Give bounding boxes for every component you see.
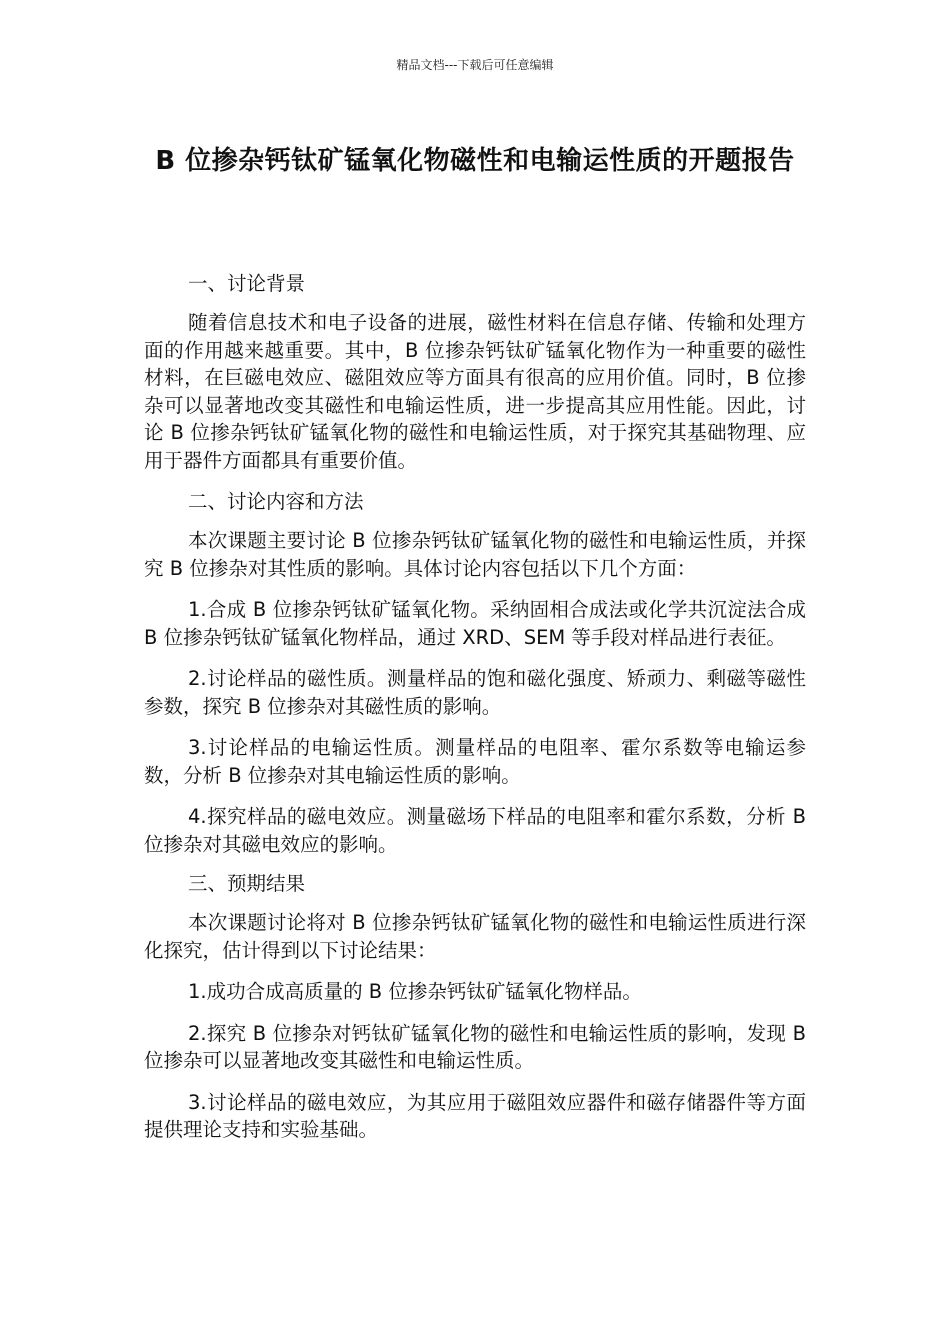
list-item: 1.成功合成高质量的 B 位掺杂钙钛矿锰氧化物样品。 xyxy=(188,980,642,1003)
document-title: B 位掺杂钙钛矿锰氧化物磁性和电输运性质的开题报告 xyxy=(155,146,795,176)
list-item: 3.讨论样品的电输运性质。测量样品的电阻率、霍尔系数等电输运参数，分析 B 位掺杂对其电输运性质的影响。 xyxy=(144,736,806,787)
section-content-methods xyxy=(144,488,806,858)
list-item: 3.讨论样品的磁电效应，为其应用于磁阻效应器件和磁存储器件等方面提供理论支持和实验基础。 xyxy=(144,1090,806,1141)
list-item: 2.探究 B 位掺杂对钙钛矿锰氧化物的磁性和电输运性质的影响，发现 B 位掺杂可以显著地改变其磁性和电输运性质。 xyxy=(144,1021,806,1072)
document-body xyxy=(144,270,806,1158)
list-item: 2.讨论样品的磁性质。测量样品的饱和磁化强度、矫顽力、剩磁等磁性参数，探究 B 位掺杂对其磁性质的影响。 xyxy=(144,667,806,718)
section-heading: 三、预期结果 xyxy=(188,872,306,895)
section-background xyxy=(144,270,806,474)
section-heading: 二、讨论内容和方法 xyxy=(188,490,364,513)
section-heading: 一、讨论背景 xyxy=(188,272,306,295)
list-item: 4.探究样品的磁电效应。测量磁场下样品的电阻率和霍尔系数，分析 B 位掺杂对其磁电效应的影响。 xyxy=(144,805,806,856)
list-item: 1.合成 B 位掺杂钙钛矿锰氧化物。采纳固相合成法或化学共沉淀法合成 B 位掺杂钙钛矿锰氧化物样品，通过 XRD、SEM 等手段对样品进行表征。 xyxy=(144,598,806,649)
paragraph: 随着信息技术和电子设备的进展，磁性材料在信息存储、传输和处理方面的作用越来越重要。其中，B 位掺杂钙钛矿锰氧化物作为一种重要的磁性材料，在巨磁电效应、磁阻效应等方面具有很高的应用价值。同时，B 位掺杂可以显著地改变其磁性和电输运性质，进一步提高其应用性能。因此，讨论 B 位掺杂钙钛矿锰氧化物的磁性和电输运性质，对于探究其基础物理、应用于器件方面都具有重要价值。 xyxy=(144,311,806,472)
paragraph: 本次课题讨论将对 B 位掺杂钙钛矿锰氧化物的磁性和电输运性质进行深化探究，估计得到以下讨论结果： xyxy=(144,911,806,962)
section-expected-results xyxy=(144,870,806,1144)
page-header: 精品文档---下载后可任意编辑 xyxy=(396,58,554,72)
paragraph: 本次课题主要讨论 B 位掺杂钙钛矿锰氧化物的磁性和电输运性质，并探究 B 位掺杂对其性质的影响。具体讨论内容包括以下几个方面： xyxy=(144,529,806,580)
